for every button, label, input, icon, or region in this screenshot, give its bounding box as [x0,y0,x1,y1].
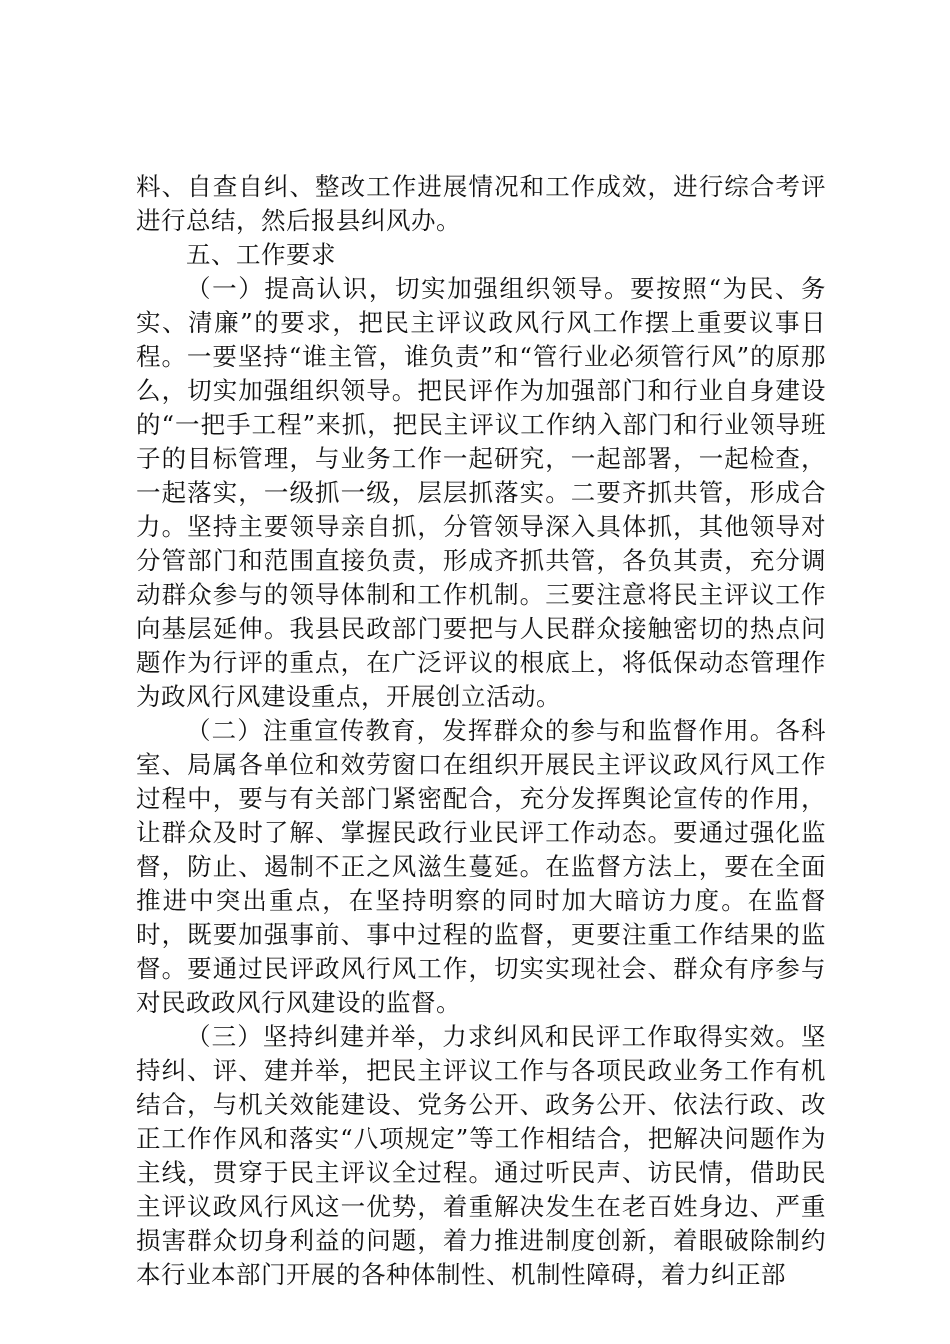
section-heading: 五、工作要求 [186,240,336,269]
paragraph-item-1: （一）提高认识，切实加强组织领导。要按照“为民、务实、清廉”的要求，把民主评议政风行风工作摆上重要议事日程。一要坚持“谁主管，谁负责”和“管行业必须管行风”的原那么，切实加强组织领导。把民评作为加强部门和行业自身建设的“一把手工程”来抓，把民主评议工作纳入部门和行业领导班子的目标管理，与业务工作一起研究，一起部署，一起检查，一起落实，一级抓一级，层层抓落实。二要齐抓共管，形成合力。坚持主要领导亲自抓，分管领导深入具体抓，其他领导对分管部门和范围直接负责，形成齐抓共管，各负其责，充分调动群众参与的领导体制和工作机制。三要注意将民主评议工作向基层延伸。我县民政部门要把与人民群众接触密切的热点问题作为行评的重点，在广泛评议的根底上，将低保动态管理作为政风行风建设重点，开展创立活动。 [136,274,826,711]
paragraph-item-3: （三）坚持纠建并举，力求纠风和民评工作取得实效。坚持纠、评、建并举，把民主评议工作与各项民政业务工作有机结合，与机关效能建设、党务公开、政务公开、依法行政、改正工作作风和落实“八项规定”等工作相结合，把解决问题作为主线，贯穿于民主评议全过程。通过听民声、访民情，借助民主评议政风行风这一优势，着重解决发生在老百姓身边、严重损害群众切身利益的问题，着力推进制度创新，着眼破除制约本行业本部门开展的各种体制性、机制性障碍，着力纠正部 [136,1022,826,1289]
paragraph-item-2: （二）注重宣传教育，发挥群众的参与和监督作用。各科室、局属各单位和效劳窗口在组织开展民主评议政风行风工作过程中，要与有关部门紧密配合，充分发挥舆论宣传的作用，让群众及时了解、掌握民政行业民评工作动态。要通过强化监督，防止、遏制不正之风滋生蔓延。在监督方法上，要在全面推进中突出重点，在坚持明察的同时加大暗访力度。在监督时，既要加强事前、事中过程的监督，更要注重工作结果的监督。要通过民评政风行风工作，切实实现社会、群众有序参与对民政政风行风建设的监督。 [136,716,826,1017]
document-body [136,170,826,1292]
paragraph-continuation: 料、自查自纠、整改工作进展情况和工作成效，进行综合考评进行总结，然后报县纠风办。 [136,172,826,235]
